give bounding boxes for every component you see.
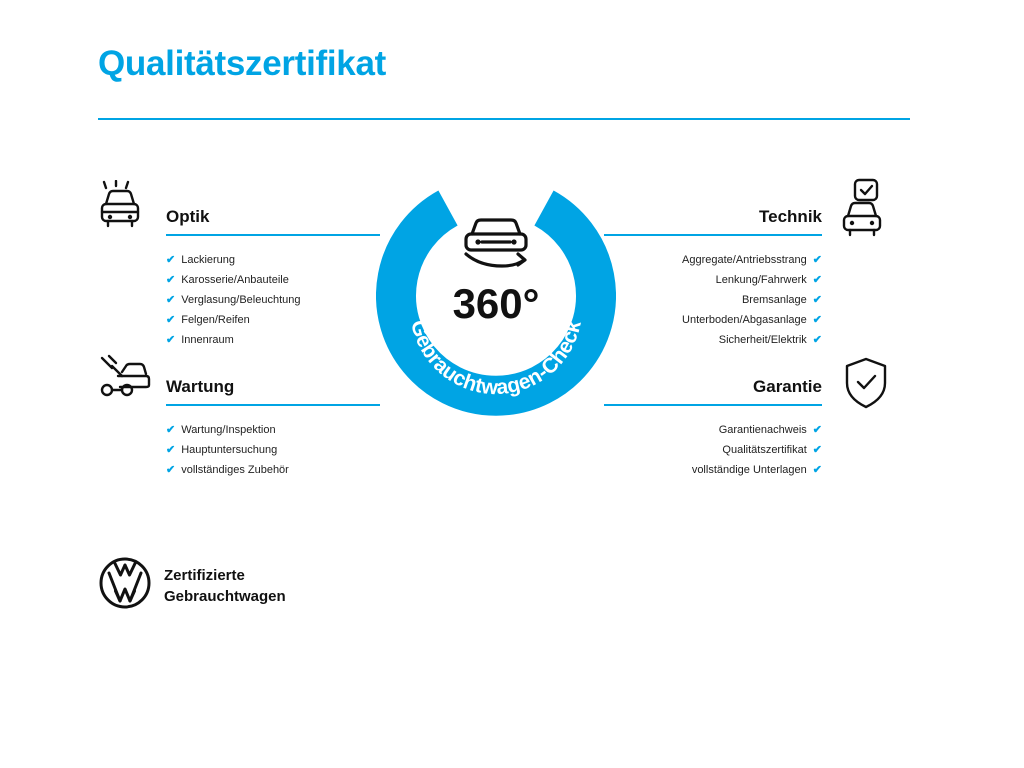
list-item: [166, 440, 380, 460]
section-divider: [166, 234, 380, 236]
list-item: [166, 330, 380, 350]
car-front-wash-icon: [96, 180, 152, 243]
section-optik: [166, 206, 380, 366]
list-item-label: Unterboden/Abgasanlage: [682, 314, 807, 326]
car-check-icon: [838, 178, 894, 245]
list-item: [604, 270, 822, 290]
list-item: [604, 420, 822, 440]
section-divider: [604, 234, 822, 236]
brand-label-line2: Gebrauchtwagen: [164, 587, 286, 605]
checklist: [166, 250, 380, 350]
list-item-label: vollständiges Zubehör: [181, 464, 289, 476]
list-item-label: Sicherheit/Elektrik: [718, 334, 807, 346]
badge-arc-text: Gebrauchtwagen-Check: [406, 317, 586, 400]
list-item: [166, 420, 380, 440]
title-divider: [98, 118, 910, 120]
list-item-label: Felgen/Reifen: [181, 314, 250, 326]
check-icon: ✔: [812, 444, 822, 456]
checklist: [604, 420, 822, 480]
check-icon: ✔: [166, 334, 176, 346]
check-icon: ✔: [166, 254, 176, 266]
badge-360-check: [376, 176, 616, 416]
check-icon: ✔: [812, 274, 822, 286]
list-item-label: Qualitätszertifikat: [722, 444, 807, 456]
list-item: [166, 250, 380, 270]
check-icon: ✔: [166, 444, 176, 456]
list-item: [604, 250, 822, 270]
list-item: [166, 270, 380, 290]
section-header: [166, 376, 380, 410]
section-header: [604, 206, 822, 240]
check-icon: ✔: [812, 254, 822, 266]
list-item-label: Wartung/Inspektion: [181, 424, 276, 436]
list-item: [166, 460, 380, 480]
list-item: [166, 310, 380, 330]
list-item: [604, 310, 822, 330]
check-icon: ✔: [166, 314, 176, 326]
check-icon: ✔: [812, 424, 822, 436]
section-header: [166, 206, 380, 240]
list-item-label: Bremsanlage: [741, 294, 807, 306]
list-item-label: Lackierung: [181, 254, 236, 266]
list-item-label: Hauptuntersuchung: [181, 444, 278, 456]
section-technik: [604, 206, 822, 366]
list-item-label: vollständige Unterlagen: [691, 464, 807, 476]
car-lift-icon: [96, 352, 152, 409]
section-title: Optik: [166, 207, 210, 226]
check-icon: ✔: [166, 294, 176, 306]
shield-check-icon: [842, 356, 890, 415]
brand-label: [164, 565, 286, 607]
list-item-label: Lenkung/Fahrwerk: [715, 274, 807, 286]
check-icon: ✔: [812, 334, 822, 346]
list-item: [604, 460, 822, 480]
checklist: [166, 420, 380, 480]
section-garantie: [604, 376, 822, 496]
section-divider: [166, 404, 380, 406]
section-header: [604, 376, 822, 410]
page-title: Qualitätszertifikat: [98, 44, 386, 83]
check-icon: ✔: [812, 464, 822, 476]
checklist: [604, 250, 822, 350]
section-title: Garantie: [753, 377, 822, 396]
list-item-label: Garantienachweis: [718, 424, 807, 436]
check-icon: ✔: [812, 294, 822, 306]
list-item-label: Karosserie/Anbauteile: [181, 274, 289, 286]
check-icon: ✔: [166, 464, 176, 476]
check-icon: ✔: [812, 314, 822, 326]
list-item: [604, 330, 822, 350]
section-title: Technik: [759, 207, 822, 226]
check-icon: ✔: [166, 424, 176, 436]
section-title: Wartung: [166, 377, 235, 396]
list-item-label: Innenraum: [181, 334, 234, 346]
vw-logo: [98, 556, 152, 615]
list-item-label: Verglasung/Beleuchtung: [181, 294, 301, 306]
section-divider: [604, 404, 822, 406]
brand-label-line1: Zertifizierte: [164, 566, 245, 584]
check-icon: ✔: [166, 274, 176, 286]
section-wartung: [166, 376, 380, 496]
list-item: [604, 440, 822, 460]
list-item: [604, 290, 822, 310]
list-item-label: Aggregate/Antriebsstrang: [682, 254, 807, 266]
footer-brand: [98, 556, 286, 615]
list-item: [166, 290, 380, 310]
badge-center-text: 360°: [452, 280, 540, 327]
car-rotate-icon: [466, 220, 526, 266]
